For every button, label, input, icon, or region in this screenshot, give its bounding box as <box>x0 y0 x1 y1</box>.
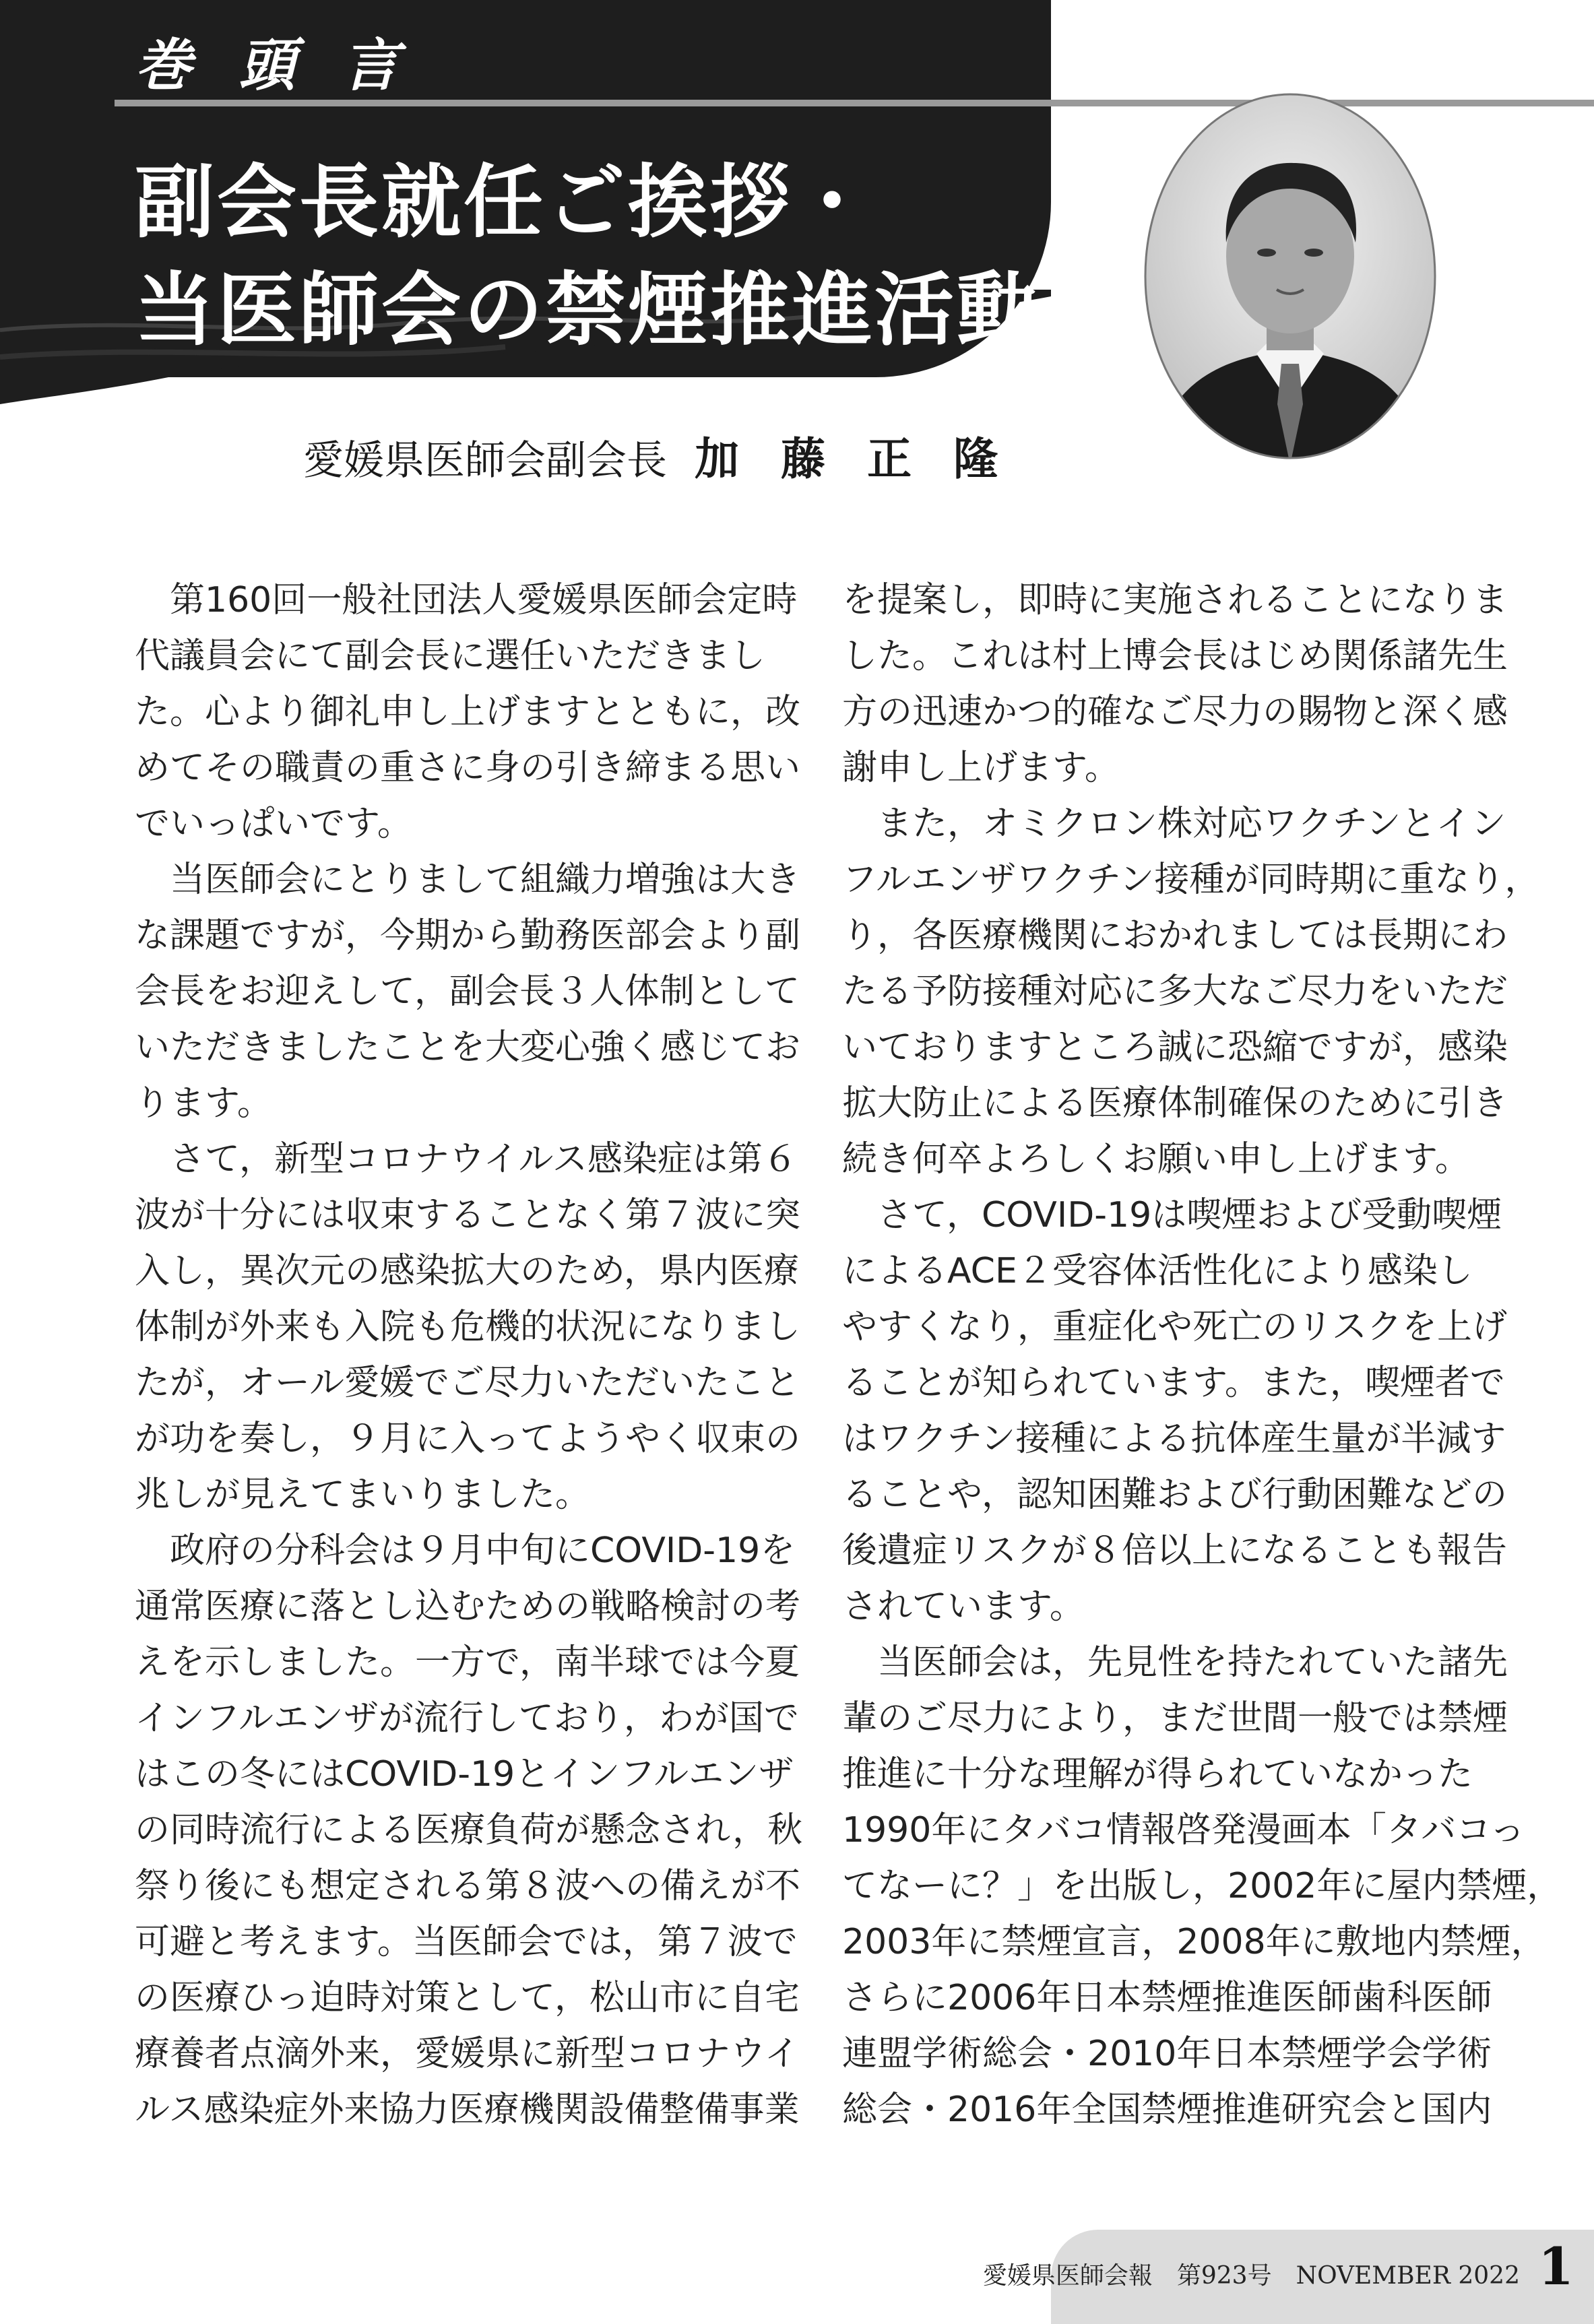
body-line: 第160回一般社団法人愛媛県医師会定時 <box>135 580 798 620</box>
body-line: の同時流行による医療負荷が懸念され，秋 <box>135 1810 803 1850</box>
body-line: 当医師会にとりまして組織力増強は大き <box>135 860 801 900</box>
footer-publication: 愛媛県医師会報 第923号 NOVEMBER 2022 <box>982 2262 1520 2290</box>
body-line: 当医師会は，先見性を持たれていた諸先 <box>842 1642 1508 1683</box>
body-line: 1990年にタバコ情報啓発漫画本「タバコっ <box>842 1810 1525 1850</box>
body-line: ります。 <box>135 1083 272 1124</box>
author-position: 愛媛県医師会副会長 <box>303 437 667 484</box>
body-line: えを示しました。一方で，南半球では今夏 <box>135 1642 800 1683</box>
author-name: 加藤正隆 <box>695 432 1040 485</box>
body-line: 入し，異次元の感染拡大のため，県内医療 <box>135 1251 799 1291</box>
article-title <box>135 148 1039 364</box>
body-line: 2003年に禁煙宣言，2008年に敷地内禁煙， <box>842 1922 1546 1962</box>
body-left-column <box>135 573 803 2138</box>
body-line: フルエンザワクチン接種が同時期に重なり， <box>842 860 1540 900</box>
body-line: 総会・2016年全国禁煙推進研究会と国内 <box>842 2090 1492 2130</box>
body-line: さらに2006年日本禁煙推進医師歯科医師 <box>842 1978 1492 2018</box>
body-line: でいっぱいです。 <box>135 804 412 844</box>
body-line: した。これは村上博会長はじめ関係諸先生 <box>842 636 1508 676</box>
body-line: 会長をお迎えして，副会長３人体制として <box>135 971 800 1012</box>
body-line: たが，オール愛媛でご尽力いただいたこと <box>135 1363 800 1403</box>
author-portrait <box>1139 88 1442 465</box>
body-line: 拡大防止による医療体制確保のために引き <box>842 1083 1508 1124</box>
body-line: ることが知られています。また，喫煙者で <box>842 1363 1505 1403</box>
body-line: 推進に十分な理解が得られていなかった <box>842 1754 1473 1795</box>
body-line: 祭り後にも想定される第８波への備えが不 <box>135 1866 801 1906</box>
body-line: 続き何卒よろしくお願い申し上げます。 <box>842 1139 1470 1180</box>
body-line: り，各医療機関におかれましては長期にわ <box>842 915 1508 956</box>
title-line-1: 副会長就任ご挨拶・ <box>135 155 875 249</box>
body-line: 方の迅速かつ的確なご尽力の賜物と深く感 <box>842 692 1508 732</box>
body-line: 可避と考えます。当医師会では，第７波で <box>135 1922 798 1962</box>
body-line: インフルエンザが流行しており，わが国で <box>135 1698 799 1739</box>
body-line: 体制が外来も入院も危機的状況になりまし <box>135 1307 801 1347</box>
body-line: やすくなり，重症化や死亡のリスクを上げ <box>842 1307 1507 1347</box>
body-line: さて，新型コロナウイルス感染症は第６ <box>135 1139 798 1180</box>
body-line: はワクチン接種による抗体産生量が半減す <box>842 1419 1506 1459</box>
body-line: 後遺症リスクが８倍以上になることも報告 <box>842 1530 1507 1571</box>
body-line: 政府の分科会は９月中旬にCOVID-19を <box>135 1530 796 1571</box>
body-line: てなーに？」を出版し，2002年に屋内禁煙， <box>842 1866 1562 1906</box>
body-line: 兆しが見えてまいりました。 <box>135 1475 591 1515</box>
body-line: 代議員会にて副会長に選任いただきまし <box>135 636 766 676</box>
section-label: 巻頭言 <box>135 32 447 98</box>
page-footer <box>982 2230 1594 2324</box>
page-number: 1 <box>1538 2236 1574 2296</box>
title-line-2: 当医師会の禁煙推進活動 <box>135 263 1040 356</box>
body-line: 謝申し上げます。 <box>842 748 1120 788</box>
body-line: いておりますところ誠に恐縮ですが，感染 <box>842 1027 1508 1068</box>
body-line: ルス感染症外来協力医療機関設備整備事業 <box>135 2090 800 2130</box>
body-line: 療養者点滴外来，愛媛県に新型コロナウイ <box>135 2034 800 2074</box>
body-line: な課題ですが，今期から勤務医部会より副 <box>135 915 801 956</box>
body-line: 連盟学術総会・2010年日本禁煙学会学術 <box>842 2034 1492 2074</box>
body-line: を提案し，即時に実施されることになりま <box>842 580 1508 620</box>
body-line: めてその職責の重さに身の引き締まる思い <box>135 748 801 788</box>
body-line: 通常医療に落とし込むための戦略検討の考 <box>135 1586 801 1627</box>
body-line: たる予防接種対応に多大なご尽力をいただ <box>842 971 1508 1012</box>
body-right-column <box>842 573 1562 2138</box>
body-line: た。心より御礼申し上げますとともに，改 <box>135 692 801 732</box>
body-line: 輩のご尽力により，まだ世間一般では禁煙 <box>842 1698 1508 1739</box>
body-line: の医療ひっ迫時対策として，松山市に自宅 <box>135 1978 800 2018</box>
body-line: によるACE２受容体活性化により感染し <box>842 1251 1473 1291</box>
body-line: さて，COVID-19は喫煙および受動喫煙 <box>842 1195 1502 1235</box>
body-line: いただきましたことを大変心強く感じてお <box>135 1027 801 1068</box>
byline <box>303 423 1040 487</box>
body-line: が功を奏し，９月に入ってようやく収束の <box>135 1419 801 1459</box>
body-line: ることや，認知困難および行動困難などの <box>842 1475 1507 1515</box>
body-line: はこの冬にはCOVID-19とインフルエンザ <box>135 1754 794 1795</box>
body-line: また，オミクロン株対応ワクチンとイン <box>842 804 1506 844</box>
body-line: 波が十分には収束することなく第７波に突 <box>135 1195 801 1235</box>
body-line: されています。 <box>842 1586 1085 1627</box>
